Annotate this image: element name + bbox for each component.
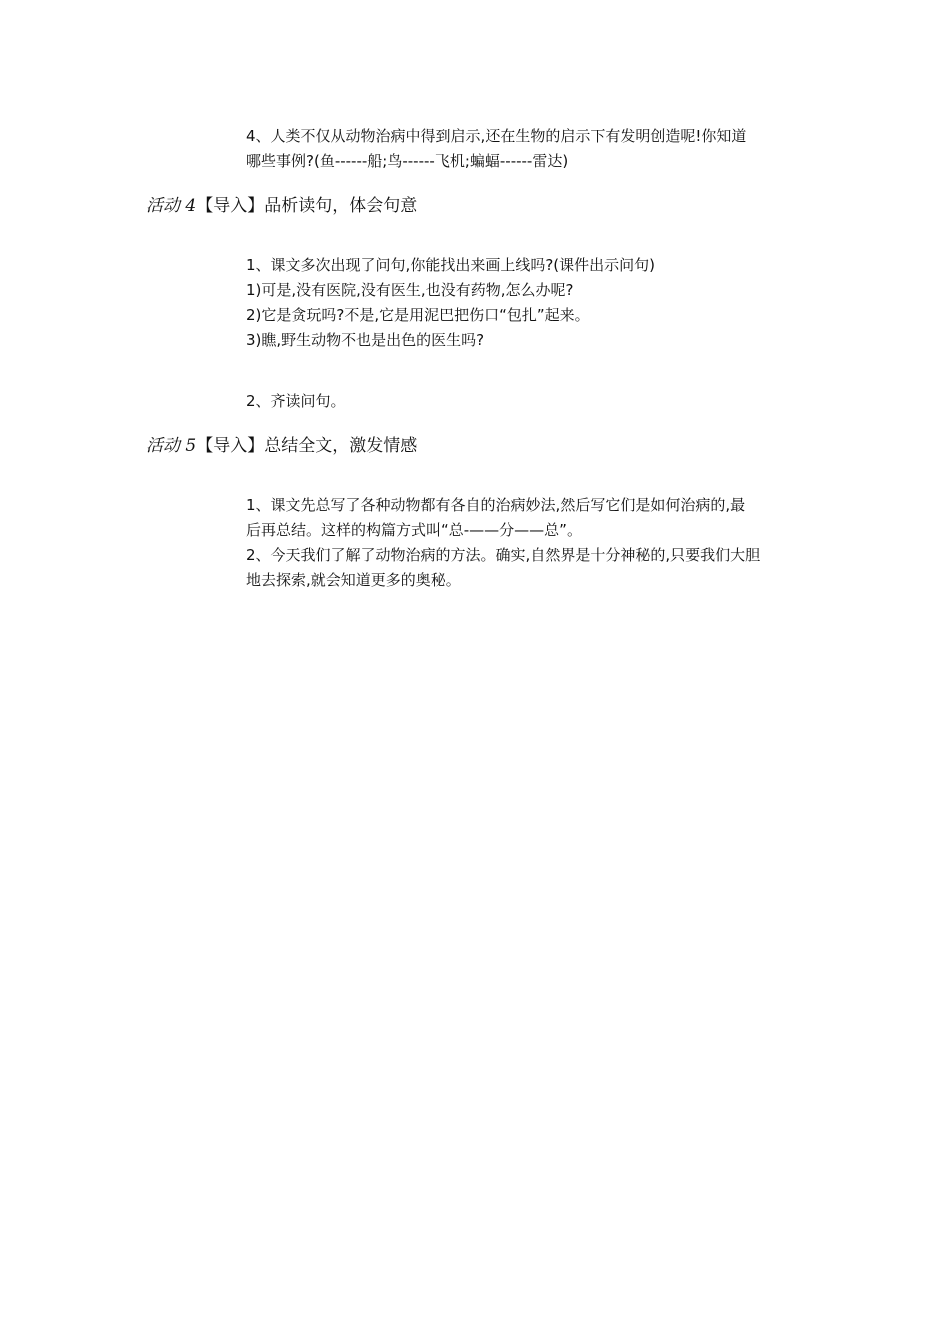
activity-4-item-2 [246,389,816,414]
activity-4-label: 活动 4 [146,196,197,216]
activity-5-label: 活动 5 [146,436,197,456]
text-line: 2、今天我们了解了动物治病的方法。确实,自然界是十分神秘的,只要我们大胆 [246,546,761,564]
text-line: 地去探索,就会知道更多的奥秘。 [246,571,461,589]
text-line: 4、人类不仅从动物治病中得到启示,还在生物的启示下有发明创造呢!你知道 [246,127,747,145]
activity-5-heading [146,434,417,458]
activity-4-item-1 [246,253,816,353]
paragraph-item-4 [246,124,816,174]
activity-4-heading [146,194,417,218]
text-line: 哪些事例?(鱼------船;鸟------飞机;蝙蝠------雷达) [246,152,569,170]
text-line: 1、课文多次出现了问句,你能找出来画上线吗?(课件出示问句) [246,256,655,274]
activity-5-title: 【导入】总结全文，激发情感 [196,436,418,456]
text-line: 2、齐读问句。 [246,392,346,410]
text-line: 2)它是贪玩吗?不是,它是用泥巴把伤口“包扎”起来。 [246,306,590,324]
text-line: 1、课文先总写了各种动物都有各自的治病妙法,然后写它们是如何治病的,最 [246,496,746,514]
activity-5-items [246,493,816,593]
activity-4-title: 【导入】品析读句，体会句意 [196,196,418,216]
text-line: 1)可是,没有医院,没有医生,也没有药物,怎么办呢? [246,281,574,299]
text-line: 后再总结。这样的构篇方式叫“总-——分——总”。 [246,521,582,539]
text-line: 3)瞧,野生动物不也是出色的医生吗? [246,331,485,349]
